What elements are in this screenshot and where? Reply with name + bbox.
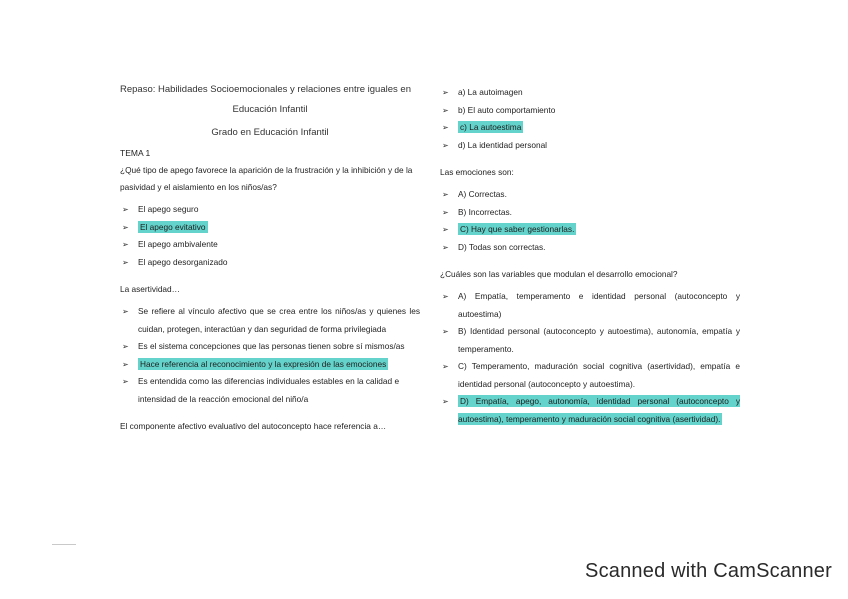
arrow-bullet-icon: ➢ [122,307,129,316]
option-item [440,102,740,120]
question-4-options [440,186,740,256]
arrow-bullet-icon: ➢ [442,362,449,371]
question-2: La asertividad… [120,284,180,294]
option-item [440,288,740,323]
arrow-bullet-icon: ➢ [122,342,129,351]
option-item [120,201,420,219]
option-text: C) Hay que saber gestionarlas. [460,224,575,234]
scan-artifact [52,544,76,545]
arrow-bullet-icon: ➢ [442,397,449,406]
option-text: d) La identidad personal [458,139,548,150]
arrow-bullet-icon: ➢ [122,240,129,249]
question-1: ¿Qué tipo de apego favorece la aparición de la frustración y la inhibición y de la pasividad y el aislamiento en los niños/as? [120,165,413,192]
arrow-bullet-icon: ➢ [442,242,449,252]
option-item-highlighted [120,219,420,237]
arrow-bullet-icon: ➢ [442,88,449,97]
option-item [440,358,740,393]
option-text: B) Identidad personal (autoconcepto y autoestima), autonomía, empatía y temperamento. [458,326,740,354]
option-item [440,137,740,155]
arrow-bullet-icon: ➢ [442,123,449,132]
option-item [440,84,740,102]
option-item [440,186,740,204]
scanner-watermark: Scanned with CamScanner [585,560,832,582]
arrow-bullet-icon: ➢ [442,105,449,115]
arrow-bullet-icon: ➢ [442,190,449,199]
arrow-bullet-icon: ➢ [122,359,129,369]
option-text: Es el sistema concepciones que las personas tienen sobre sí mismos/as [138,341,405,351]
question-5-options [440,288,740,428]
option-item-highlighted [440,119,740,137]
document-title-line2: Educación Infantil [232,104,308,115]
option-text: A) Correctas. [458,189,507,199]
option-item [120,303,420,338]
question-2-options [120,303,420,408]
option-text: El apego seguro [138,204,199,214]
arrow-bullet-icon: ➢ [122,377,129,386]
option-text: Se refiere al vínculo afectivo que se crea entre los niños/as y quienes les cuidan, protegen, interactúan y dan seguridad de forma privilegiada [138,306,420,334]
arrow-bullet-icon: ➢ [442,327,449,336]
right-column [440,84,740,428]
question-4: Las emociones son: [440,167,514,177]
arrow-bullet-icon: ➢ [122,222,129,232]
arrow-bullet-icon: ➢ [442,207,449,217]
option-text: a) La autoimagen [458,87,523,97]
option-item-highlighted [440,221,740,239]
option-text: B) Incorrectas. [458,206,512,217]
option-item [440,239,740,257]
option-text: Es entendida como las diferencias individuales estables en la calidad e intensidad de la reacción emocional del niño/a [138,376,400,404]
option-text: c) La autoestima [460,122,522,132]
arrow-bullet-icon: ➢ [442,140,449,150]
option-item-highlighted [120,356,420,374]
degree-name: Grado en Educación Infantil [211,127,329,138]
question-3-options [440,84,740,154]
option-text: C) Temperamento, maduración social cognitiva (asertividad), empatía e identidad personal (autoconcepto y autoestima). [458,361,740,389]
option-item [120,373,420,408]
option-text: El apego evitativo [140,221,206,232]
section-heading: TEMA 1 [120,148,151,158]
option-text: Hace referencia al reconocimiento y la expresión de las emociones [140,358,387,369]
option-text: A) Empatía, temperamento e identidad personal (autoconcepto y autoestima) [458,291,740,319]
document-title-line1: Repaso: Habilidades Socioemocionales y relaciones entre iguales en [120,84,411,95]
option-item [120,338,420,356]
question-5: ¿Cuáles son las variables que modulan el desarrollo emocional? [440,269,678,279]
option-text: D) Empatía, apego, autonomía, identidad personal (autoconcepto y autoestima), temperamento y maduración social cognitiva (asertividad). [458,396,740,424]
arrow-bullet-icon: ➢ [442,292,449,301]
arrow-bullet-icon: ➢ [122,257,129,267]
option-text: D) Todas son correctas. [458,241,546,252]
question-1-options [120,201,420,271]
option-item [120,236,420,254]
option-item [440,204,740,222]
option-text: b) El auto comportamiento [458,104,556,115]
arrow-bullet-icon: ➢ [442,225,449,234]
option-text: El apego desorganizado [138,256,228,267]
option-item-highlighted [440,393,740,428]
left-column [120,84,420,440]
option-item [120,254,420,272]
option-text: El apego ambivalente [138,239,218,249]
question-3: El componente afectivo evaluativo del autoconcepto hace referencia a… [120,421,387,431]
option-item [440,323,740,358]
arrow-bullet-icon: ➢ [122,205,129,214]
